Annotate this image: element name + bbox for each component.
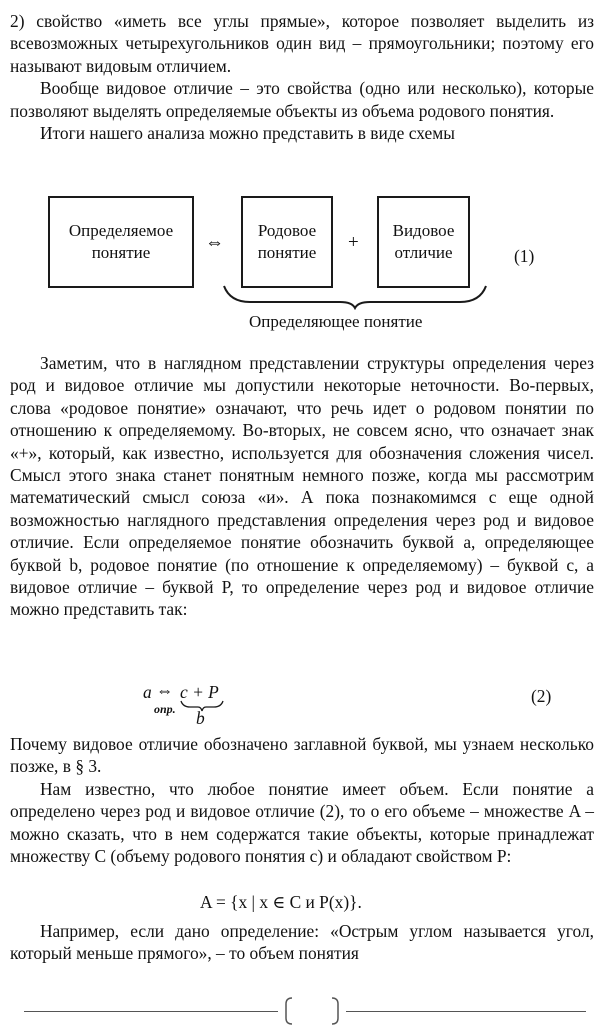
box-genus-concept: [241, 196, 333, 288]
main-text-block: [10, 352, 594, 621]
formula2-a: a: [143, 682, 152, 702]
formula2-rhs: c + P: [180, 682, 219, 702]
formula2-under-label: опр.: [154, 702, 176, 716]
box-differentia: [377, 196, 470, 288]
top-text-block: [10, 10, 594, 144]
paragraph-volume: Нам известно, что любое понятие имеет объем. Если понятие a определено через род и видовое отличие (2), то о его объеме – множестве A – можно сказать, что в нем содержатся такие объекты, которые принадлежат множеству C (объему родового понятия c) и обладают свойством P:: [10, 778, 594, 867]
paragraph-property: 2) свойство «иметь все углы прямые», которое позволяет выделить из всевозможных четырехугольников один вид – прямоугольники; поэтому его называют видовым отличием.: [10, 11, 594, 76]
formula2-number: (2): [531, 686, 552, 706]
footer-line-left: [24, 1011, 278, 1012]
formula-3: A = {x | x ∈ C и P(x)}.: [200, 892, 362, 912]
plus-symbol: +: [348, 232, 359, 253]
brace-label: Определяющее понятие: [249, 312, 423, 331]
lower-text-block: [10, 733, 594, 867]
box-defined-concept: [48, 196, 194, 288]
box-differentia-label: Видовое отличие: [392, 221, 455, 262]
paragraph-scheme-intro: Итоги нашего анализа можно представить в виде схемы: [40, 123, 455, 144]
brace-under: [220, 284, 490, 310]
formula2-b: b: [196, 708, 205, 728]
paragraph-why-capital: Почему видовое отличие обозначено заглавной буквой, мы узнаем несколько позже, в § 3.: [10, 734, 594, 777]
footer-line-right: [346, 1011, 586, 1012]
box-defined-label: Определяемое понятие: [68, 221, 174, 262]
equivalence-symbol: ⇔: [205, 232, 224, 253]
scheme-number: (1): [514, 246, 535, 266]
example-text-block: [10, 920, 594, 965]
box-genus-label: Родовое понятие: [257, 221, 317, 262]
paragraph-example: Например, если дано определение: «Острым углом называется угол, который меньше прямого», – то объем понятия: [10, 921, 594, 964]
paragraph-differentia-def: Вообще видовое отличие – это свойства (одно или несколько), которые позволяют выделять определяемые объекты из объема родового понятия.: [10, 78, 594, 121]
footer-brackets: [280, 996, 344, 1026]
paragraph-inaccuracies: Заметим, что в наглядном представлении структуры определения через род и видовое отличие мы допустили некоторые неточности. Во-первых, слова «родовое понятие» означают, что речь идет о родовом понятии по отношению к определяемому. Во-вторых, не совсем ясно, что означает знак «+», который, как известно, используется для обозначения сложения чисел. Смысл этого знака станет понятным немного позже, когда мы рассмотрим математический смысл союза «и». А пока познакомимся с еще одной возможностью наглядного представления определения через род и видовое отличие. Если определяемое понятие обозначить буквой a, определяющее буквой b, родовое понятие (по отношение к определяемому) – буквой c, а видовое отличие – буквой P, то определение через род и видовое отличие можно представить так:: [10, 353, 594, 620]
formula2-equiv-symbol: ⇔: [156, 680, 174, 700]
